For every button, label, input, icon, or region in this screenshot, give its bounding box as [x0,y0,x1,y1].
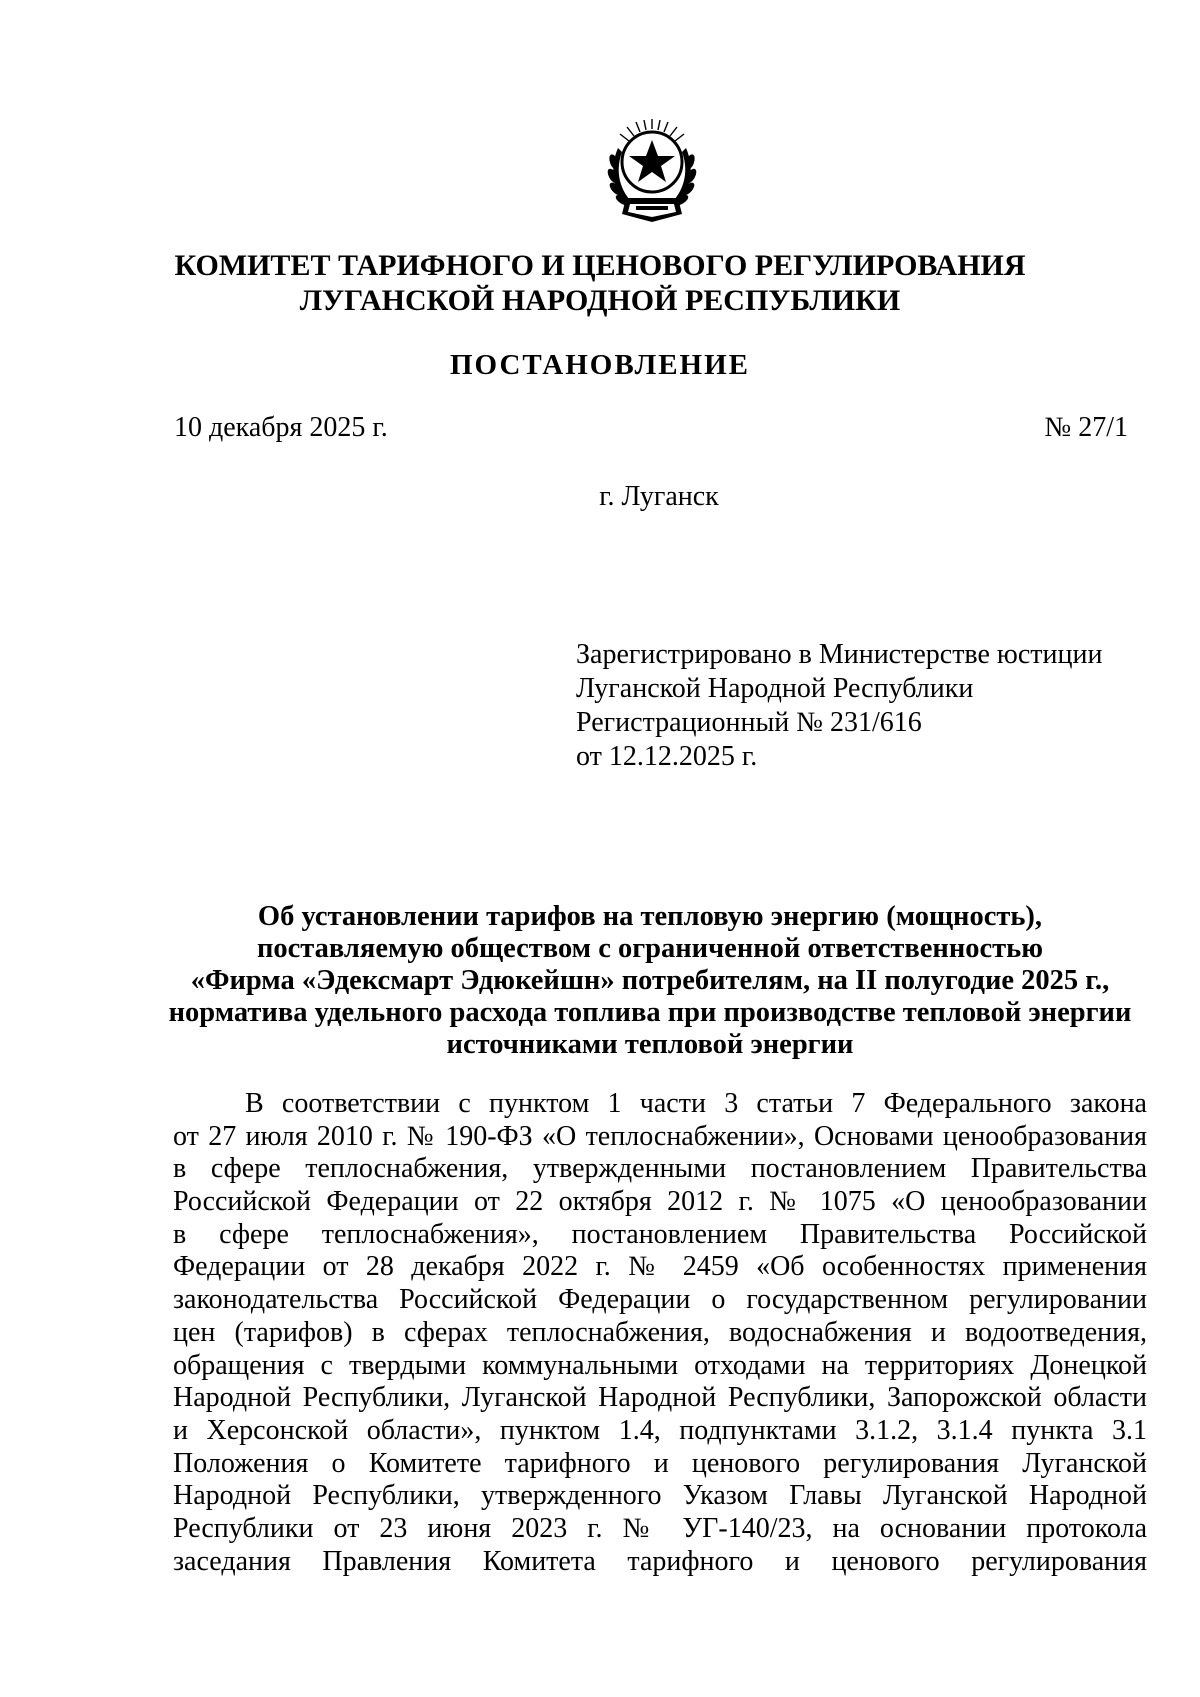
registration-line: Регистрационный № 231/616 [576,707,922,738]
document-type: ПОСТАНОВЛЕНИЕ [449,349,750,381]
coat-of-arms-icon [596,118,708,228]
organization-title-line-1: КОМИТЕТ ТАРИФНОГО И ЦЕНОВОГО РЕГУЛИРОВАНИЯ [174,249,1026,282]
subject-line: «Фирма «Эдексмарт Эдюкейшн» потребителям, на II полугодие 2025 г., [190,965,1110,996]
body-line: В соответствии с пунктом 1 части 3 статьи 7 Федерального закона [245,1088,1147,1119]
body-line: Российской Федерации от 22 октября 2012 г. № 1075 «О ценообразовании [173,1186,1147,1218]
subject-line: Об установлении тарифов на тепловую энергию (мощность), [257,901,1043,932]
body-line: от 27 июля 2010 г. № 190-ФЗ «О теплоснабжении», Основами ценообразования [173,1120,1147,1152]
subject-line: источниками тепловой энергии [446,1029,854,1060]
organization-title [0,248,1200,318]
registration-line: Луганской Народной Республики [576,673,974,704]
body-line: цен (тарифов) в сферах теплоснабжения, водоснабжения и водоотведения, [173,1316,1147,1348]
document-city: г. Луганск [599,481,719,512]
body-line: в сфере теплоснабжения», постановлением Правительства Российской [173,1218,1147,1250]
document-subject [150,901,1150,1061]
body-line: и Херсонской области», пунктом 1.4, подпунктами 3.1.2, 3.1.4 пункта 3.1 [173,1414,1147,1446]
body-line: Народной Республики, Луганской Народной Республики, Запорожской области [173,1382,1147,1414]
subject-line: норматива удельного расхода топлива при производстве тепловой энергии [168,997,1132,1028]
document-date: 10 декабря 2025 г. [174,412,388,443]
body-line: Народной Республики, утвержденного Указом Главы Луганской Народной [173,1480,1147,1512]
body-line: Республики от 23 июня 2023 г. № УГ-140/23, на основании протокола [173,1512,1147,1544]
body-paragraph [173,1088,1147,1578]
organization-title-line-2: ЛУГАНСКОЙ НАРОДНОЙ РЕСПУБЛИКИ [299,284,901,317]
registration-line: от 12.12.2025 г. [576,741,758,772]
body-line: заседания Правления Комитета тарифного и ценового регулирования [173,1545,1147,1577]
body-line: обращения с твердыми коммунальными отходами на территориях Донецкой [173,1349,1147,1381]
body-line: в сфере теплоснабжения, утвержденными постановлением Правительства [173,1153,1147,1185]
body-line: Федерации от 28 декабря 2022 г. № 2459 «Об особенностях применения [173,1251,1147,1283]
registration-block [576,638,1102,774]
body-line: Положения о Комитете тарифного и ценового регулирования Луганской [173,1447,1147,1479]
registration-line: Зарегистрировано в Министерстве юстиции [576,639,1103,670]
subject-line: поставляемую обществом с ограниченной ответственностью [256,933,1044,964]
body-line: законодательства Российской Федерации о государственном регулировании [173,1284,1147,1316]
document-number: № 27/1 [1044,412,1128,443]
